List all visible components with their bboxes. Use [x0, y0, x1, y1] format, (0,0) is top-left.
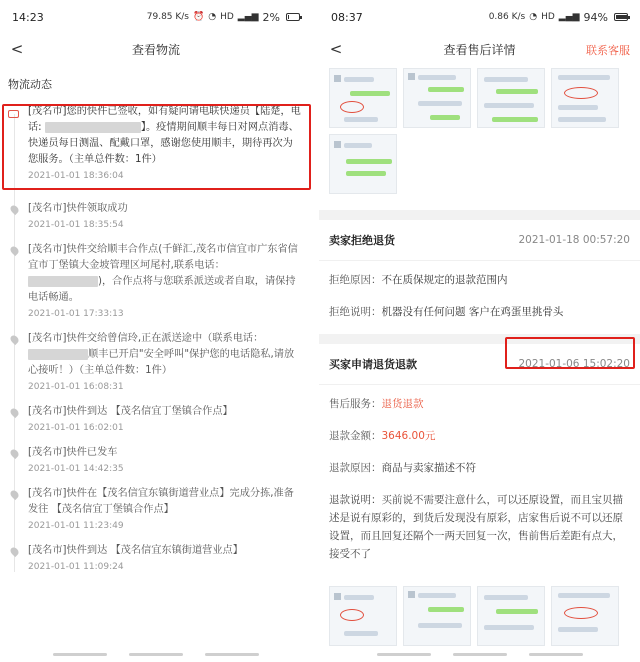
timeline-item: [茂名市]您的快件已签收，如有疑问请电联快递员【陆楚，电话: 】。疫情期间顺丰每日对网点消毒、快递员每日测温、配戴口罩，感谢您使用顺丰，期待再次为您服务。（主单总件数：1件） 2021-01-01 18:36:04 [8, 104, 302, 181]
location-pin-icon [9, 204, 20, 215]
reject-reason: 拒绝原因： 不在质保规定的退款范围内 [329, 274, 508, 286]
nav-bar [319, 34, 640, 64]
redacted-phone [28, 276, 98, 287]
net-speed: 0.86 K/s [488, 12, 526, 22]
timeline-item: [茂名市]快件已发车 2021-01-01 14:42:35 [8, 445, 302, 474]
location-pin-icon [9, 489, 20, 500]
reject-section-header [319, 220, 640, 261]
contact-service-link[interactable]: 联系客服 [586, 44, 630, 57]
battery-text: 2% [262, 10, 280, 24]
signal-label: HD [220, 12, 234, 22]
reject-date: 2021-01-18 00:57:20 [518, 234, 630, 246]
location-pin-icon [9, 334, 20, 345]
reject-title: 卖家拒绝退货 [329, 234, 395, 247]
event-time: 2021-01-01 18:36:04 [28, 171, 124, 181]
chat-screenshot[interactable] [329, 134, 397, 194]
event-time: 2021-01-01 18:35:54 [28, 220, 124, 230]
evidence-images-top [319, 64, 640, 194]
chat-screenshot[interactable] [329, 586, 397, 646]
location-pin-icon [9, 245, 20, 256]
chat-screenshot[interactable] [403, 586, 471, 646]
reject-note: 拒绝说明： 机器没有任何问题 客户在鸡蛋里挑骨头 [329, 306, 564, 318]
battery-icon [614, 13, 628, 21]
nav-bar [0, 34, 312, 64]
timeline-item: [茂名市]快件到达 【茂名信宜东镇街道营业点】 2021-01-01 11:09:24 [8, 543, 302, 572]
back-icon[interactable]: < [10, 40, 24, 58]
chat-screenshot[interactable] [477, 586, 545, 646]
wifi-icon: ◔ [208, 12, 217, 22]
signal-label: HD [541, 12, 555, 22]
logistics-timeline [0, 104, 312, 572]
chat-screenshot[interactable] [551, 586, 619, 646]
status-time: 08:37 [331, 10, 363, 24]
location-pin-icon [9, 546, 20, 557]
event-time: 2021-01-01 17:33:13 [28, 309, 124, 319]
signal-icon: ▂▄▆ [237, 12, 259, 22]
section-title: 物流动态 [8, 78, 52, 91]
delivered-icon [8, 110, 19, 118]
request-title: 买家申请退货退款 [329, 358, 417, 371]
wifi-icon: ◔ [529, 12, 538, 22]
event-time: 2021-01-01 11:09:24 [28, 562, 124, 572]
timeline-item: [茂名市]快件交给曾信玲,正在派送途中（联系电话： 顺丰已开启"安全呼叫"保护您的电话隐私,请放心接听！）（主单总件数：1件） 2021-01-01 16:08:31 [8, 331, 302, 392]
refund-reason: 退款原因： 商品与卖家描述不符 [329, 462, 476, 474]
redacted-phone [28, 349, 88, 360]
page-title: 查看物流 [131, 42, 180, 57]
status-bar [319, 0, 640, 34]
event-time: 2021-01-01 16:02:01 [28, 423, 124, 433]
page-title: 查看售后详情 [443, 42, 516, 57]
location-pin-icon [9, 448, 20, 459]
chat-screenshot[interactable] [477, 68, 545, 128]
event-time: 2021-01-01 14:42:35 [28, 464, 124, 474]
alarm-icon: ⏰ [193, 12, 205, 22]
back-icon[interactable]: < [329, 40, 343, 58]
timeline-item: [茂名市]快件在【茂名信宜东镇街道营业点】完成分拣,准备发往 【茂名信宜丁堡镇合作点】 2021-01-01 11:23:49 [8, 486, 302, 531]
logistics-screen [0, 0, 312, 662]
status-bar [0, 0, 312, 34]
net-speed: 79.85 K/s [146, 12, 189, 22]
after-sales-service: 售后服务： 退货退款 [329, 398, 424, 410]
navigation-bar [377, 653, 583, 656]
chat-screenshot[interactable] [551, 68, 619, 128]
refund-amount: 退款金额： 3646.00元 [329, 430, 436, 442]
redacted-phone [45, 122, 141, 133]
battery-icon [286, 13, 300, 21]
refund-note: 退款说明：买前说不需要注意什么，可以还原设置，而且宝贝描述是说有原彩的，到货后发现没有原彩，店家售后说不可以还原设置，而且回复还隔个一两天回复一次，售前售后差距有点大，接受不了 [329, 494, 623, 560]
navigation-bar [53, 653, 259, 656]
timeline-item: [茂名市]快件到达 【茂名信宜丁堡镇合作点】 2021-01-01 16:02:01 [8, 404, 302, 433]
event-time: 2021-01-01 11:23:49 [28, 521, 124, 531]
event-time: 2021-01-01 16:08:31 [28, 382, 124, 392]
timeline-item: [茂名市]快件交给顺丰合作点(千鲜汇,茂名市信宜市广东省信宜市丁堡镇大金坡管理区坷尾村,联系电话： )，合作点将与您联系派送或者自取，请保持电话畅通。 2021-01-01 17:33:13 [8, 242, 302, 319]
after-sales-screen [319, 0, 640, 662]
battery-text: 94% [583, 10, 608, 24]
status-time: 14:23 [12, 10, 44, 24]
request-date: 2021-01-06 15:02:20 [518, 358, 630, 370]
timeline-item: [茂名市]快件领取成功 2021-01-01 18:35:54 [8, 201, 302, 230]
location-pin-icon [9, 407, 20, 418]
chat-screenshot[interactable] [329, 68, 397, 128]
signal-icon: ▂▄▆ [558, 12, 580, 22]
request-section-header [319, 344, 640, 385]
evidence-images-bottom [319, 582, 640, 646]
chat-screenshot[interactable] [403, 68, 471, 128]
